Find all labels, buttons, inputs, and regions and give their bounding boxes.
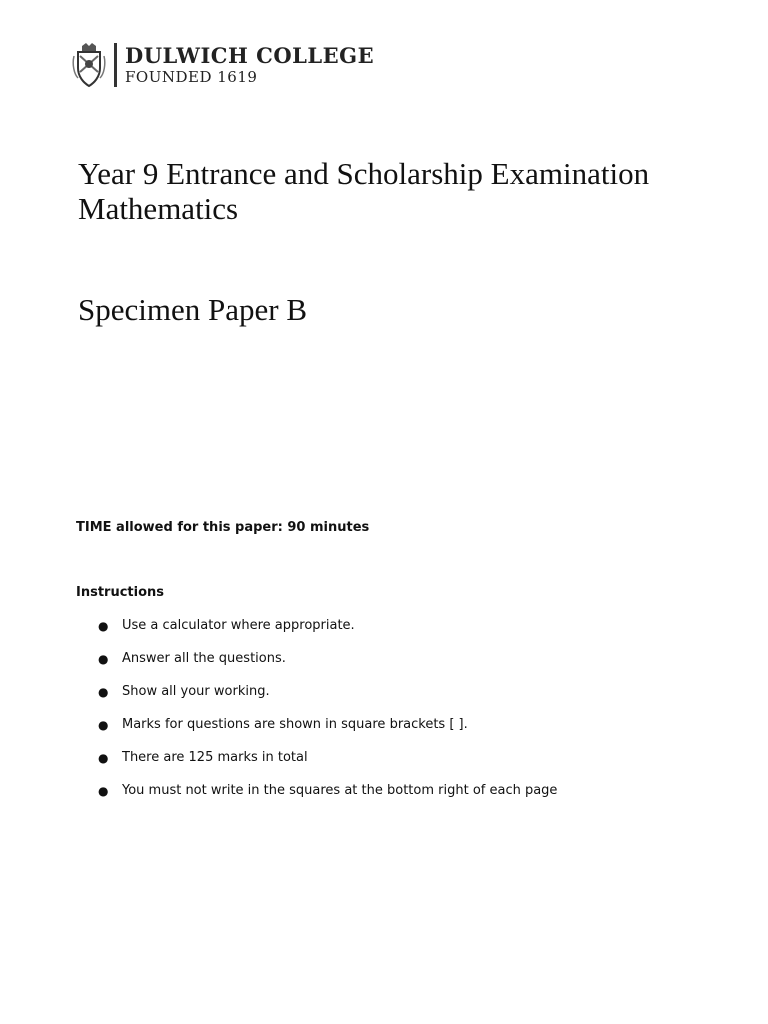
logo-text [125, 44, 374, 86]
college-name: DULWICH COLLEGE [125, 43, 375, 68]
time-allowed: TIME allowed for this paper: 90 minutes [76, 520, 370, 535]
instruction-text: Marks for questions are shown in square brackets [ ]. [122, 717, 468, 732]
list-item [98, 717, 557, 750]
founded-year: FOUNDED 1619 [125, 68, 258, 86]
bullet-icon: ● [98, 652, 109, 666]
exam-title [78, 156, 649, 226]
bullet-icon: ● [98, 784, 109, 798]
list-item [98, 684, 557, 717]
bullet-icon: ● [98, 751, 109, 765]
exam-title-line1: Year 9 Entrance and Scholarship Examination [78, 156, 650, 191]
list-item [98, 651, 557, 684]
school-crest-icon [72, 42, 106, 88]
bullet-icon: ● [98, 718, 109, 732]
paper-name: Specimen Paper B [78, 292, 308, 327]
instruction-text: Show all your working. [122, 684, 270, 699]
list-item [98, 783, 557, 816]
instruction-text: Answer all the questions. [122, 651, 286, 666]
instruction-text: There are 125 marks in total [122, 750, 308, 765]
list-item [98, 618, 557, 651]
exam-title-line2: Mathematics [78, 191, 239, 226]
bullet-icon: ● [98, 685, 109, 699]
bullet-icon: ● [98, 619, 109, 633]
instructions-heading: Instructions [76, 585, 165, 600]
list-item [98, 750, 557, 783]
instructions-list [98, 618, 557, 816]
logo-divider [114, 43, 117, 87]
instruction-text: You must not write in the squares at the bottom right of each page [122, 783, 558, 798]
instruction-text: Use a calculator where appropriate. [122, 618, 355, 633]
school-logo [72, 40, 374, 90]
